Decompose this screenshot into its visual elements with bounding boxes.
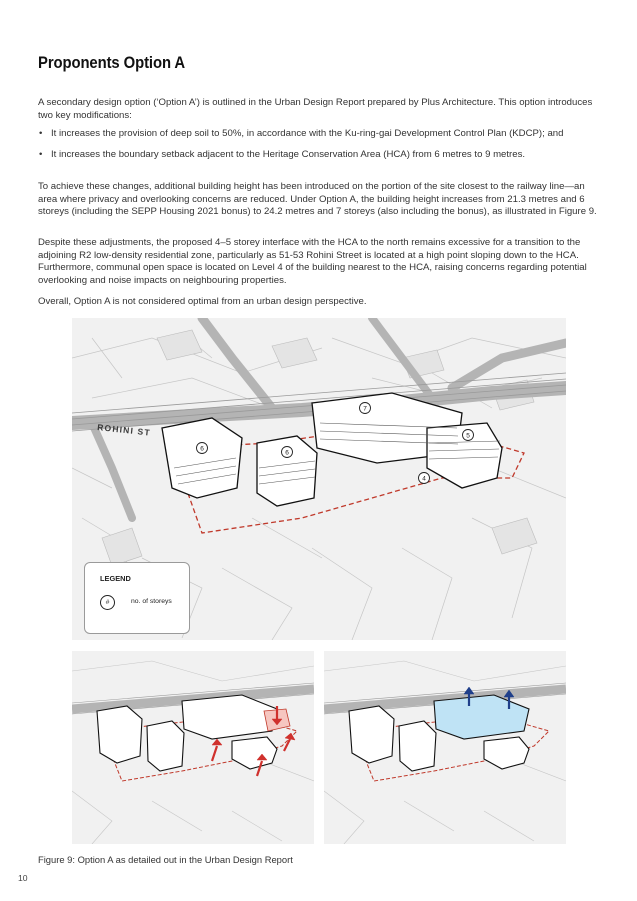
main-site-figure xyxy=(72,318,566,640)
storey-symbol-icon: # xyxy=(100,595,115,610)
modification-list xyxy=(38,128,600,169)
list-item-text: It increases the provision of deep soil to 50%, in accordance with the Ku-ring-gai Development Control Plan (KDCP); and xyxy=(51,128,564,139)
intro-paragraph: A secondary design option (‘Option A’) is outlined in the Urban Design Report prepared by Plus Architecture. This option introduces two key modifications: xyxy=(38,97,593,121)
figure-caption: Figure 9: Option A as detailed out in the Urban Design Report xyxy=(38,854,293,865)
list-item-text: It increases the boundary setback adjacent to the Heritage Conservation Area (HCA) from 6 metres to 9 metres. xyxy=(51,148,526,160)
legend xyxy=(84,562,190,634)
conclusion-paragraph: Overall, Option A is not considered optimal from an urban design perspective. xyxy=(38,296,367,307)
height-diagram-right xyxy=(324,651,566,844)
page-title: Proponents Option A xyxy=(38,54,186,72)
storey-label: 6 xyxy=(285,449,289,457)
legend-title: LEGEND xyxy=(100,574,131,583)
setback-arrows-diagram xyxy=(72,651,314,844)
setback-diagram-left xyxy=(72,651,314,844)
storey-label: 4 xyxy=(422,475,426,483)
legend-text: no. of storeys xyxy=(131,598,172,605)
height-arrows-diagram xyxy=(324,651,566,844)
storey-label: 7 xyxy=(363,405,367,413)
storey-label: 6 xyxy=(200,445,204,453)
page-number: 10 xyxy=(18,873,28,883)
street-label: ROHINI ST xyxy=(96,422,152,438)
building-a xyxy=(162,418,242,498)
list-item: • It increases the boundary setback adjacent to the Heritage Conservation Area (HCA) from 6 metres to 9 metres. xyxy=(39,148,526,160)
list-item: • It increases the provision of deep soil to 50%, in accordance with the Ku-ring-gai Development Control Plan (KDCP); and xyxy=(39,128,564,139)
height-paragraph: To achieve these changes, additional building height has been introduced on the portion of the site closest to the railway line—an area where privacy and overlooking concerns are reduced. Under Option A, the building height increases from 21.3 metres and 6 storeys (including the SEPP Housing 2021 bonus) to 24.2 metres and 7 storeys (also including the bonus), as illustrated in Figure 9. xyxy=(38,181,597,218)
interface-paragraph: Despite these adjustments, the proposed 4–5 storey interface with the HCA to the north remains excessive for a transition to the adjoining R2 low-density residential zone, particularly as 51-53 Rohini Street is located at a high point sloping down to the HCA. Furthermore, communal open space is located on Level 4 of the building nearest to the HCA, raising concerns regarding potential overlooking and noise impacts on neighbouring properties. xyxy=(38,237,587,286)
storey-label: 5 xyxy=(466,432,470,440)
